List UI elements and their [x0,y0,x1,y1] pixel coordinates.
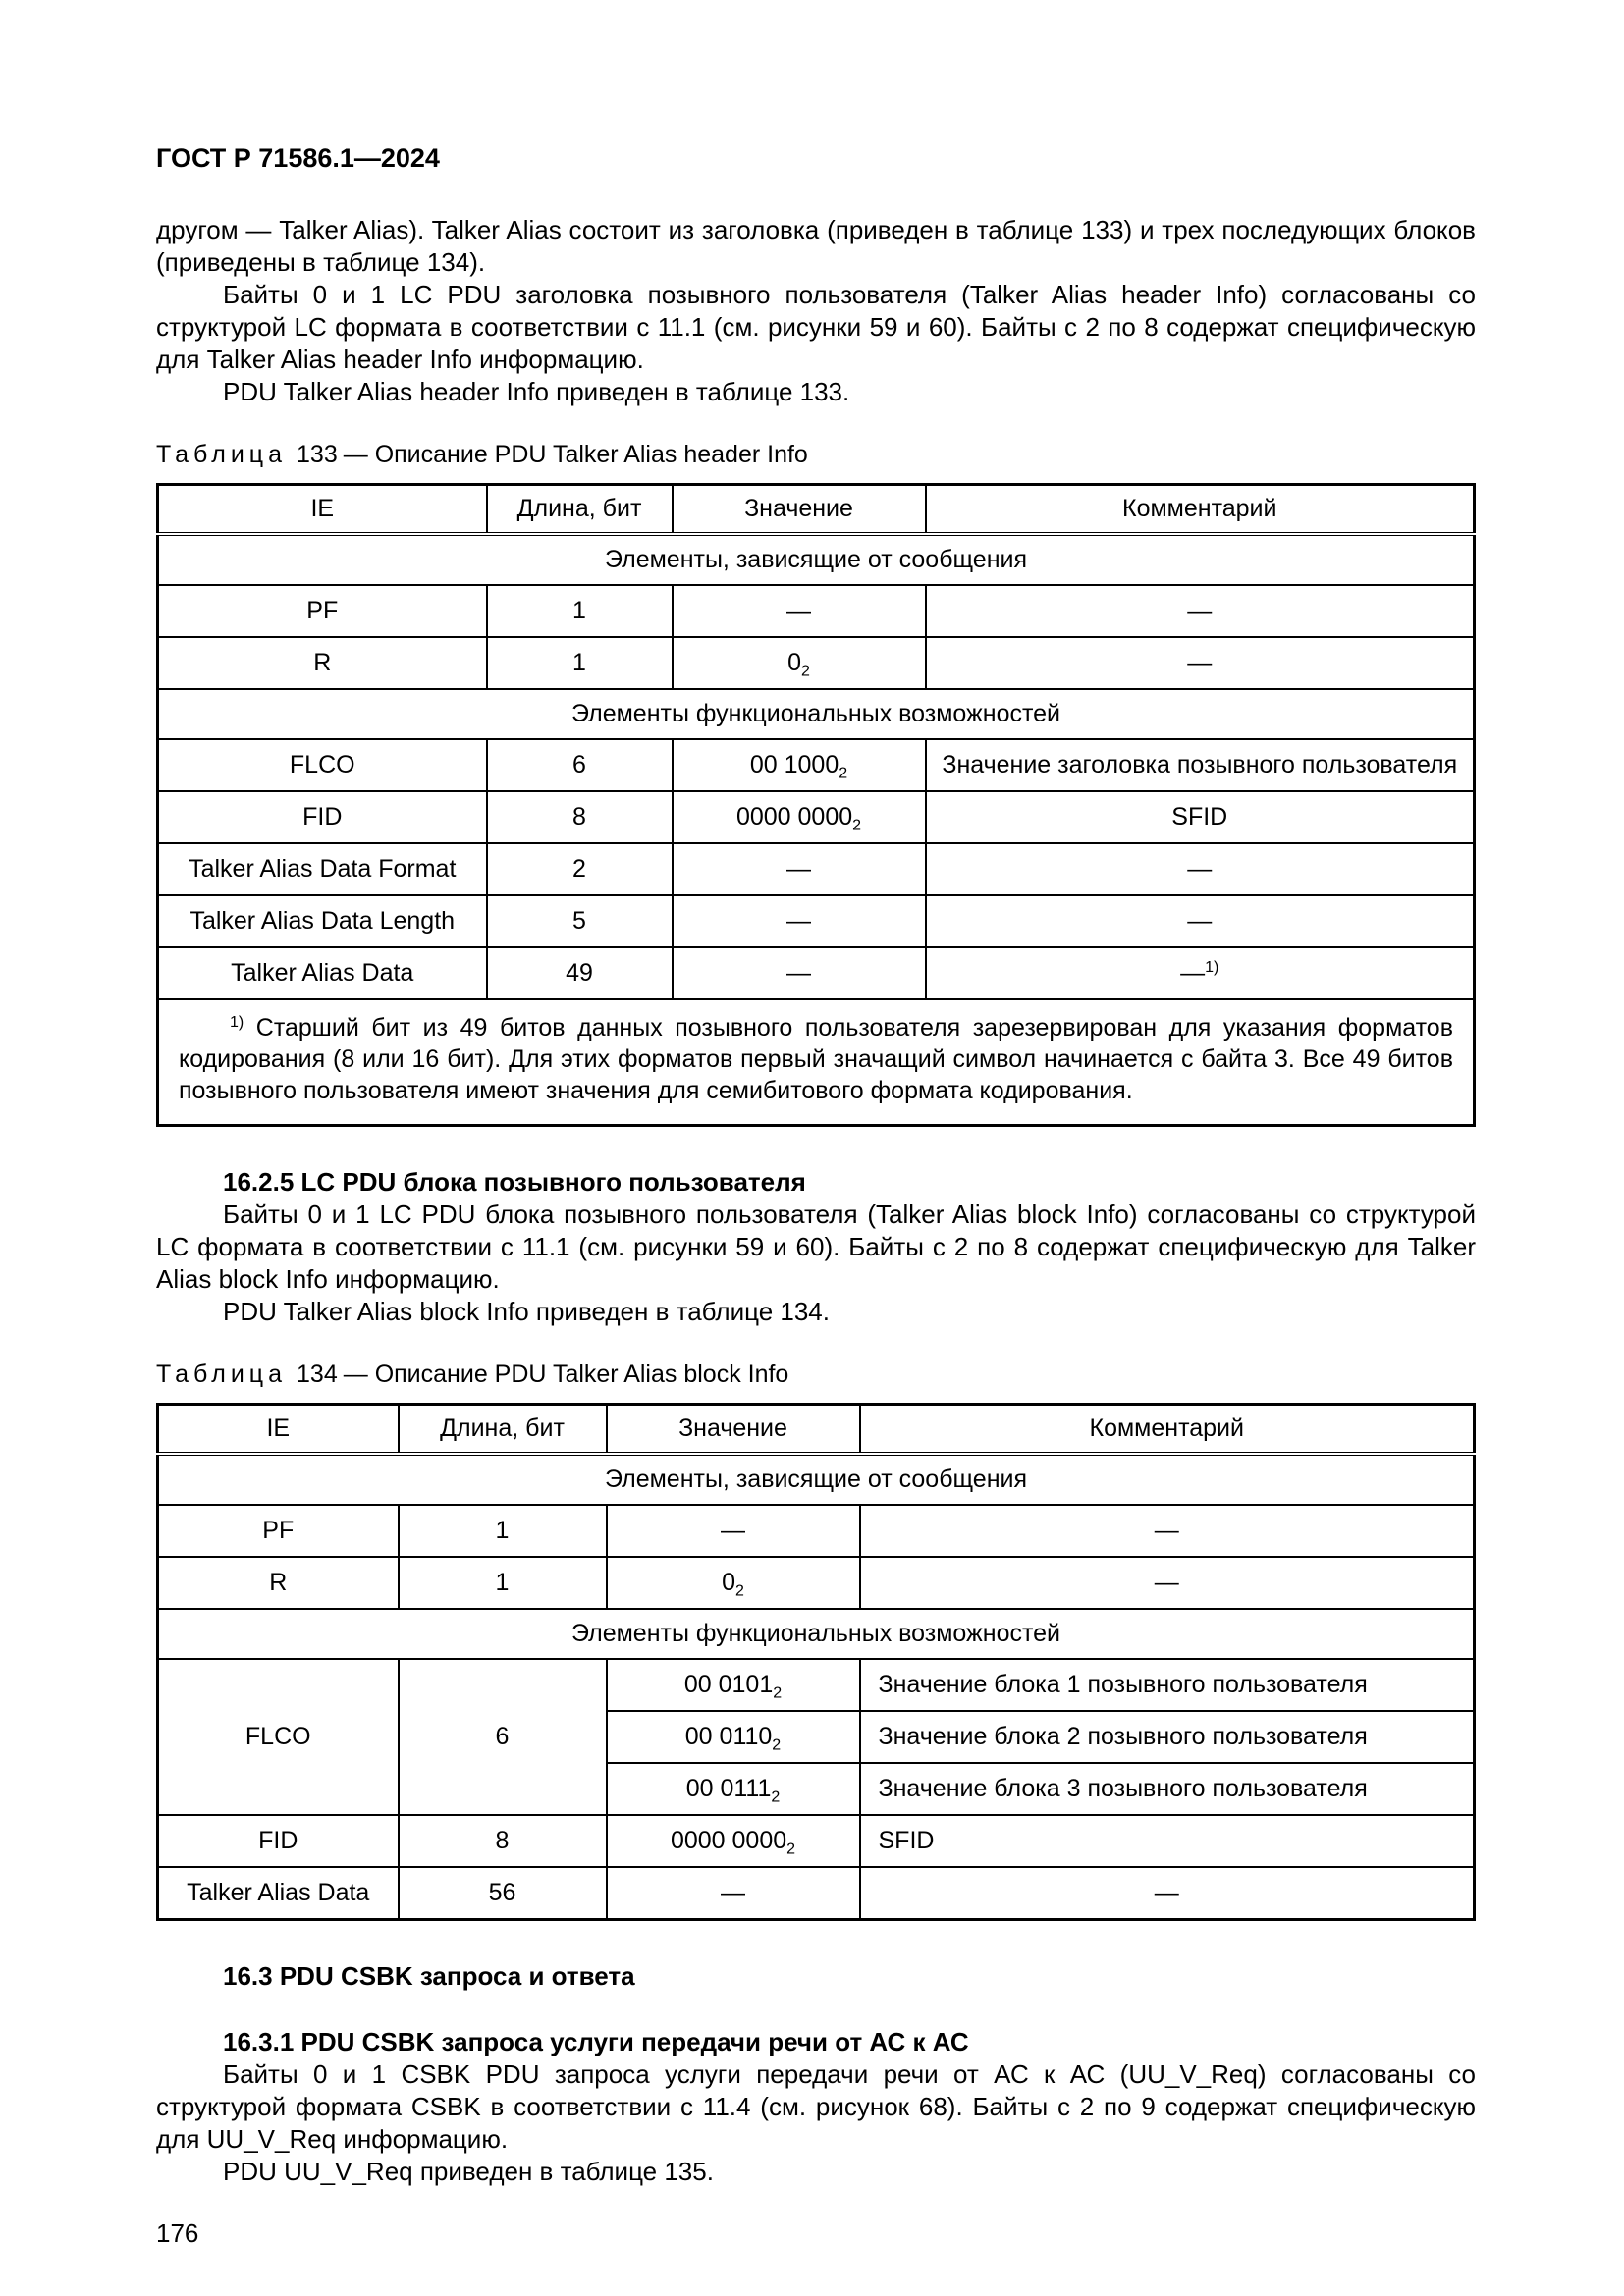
page-number: 176 [156,2218,199,2248]
cell-value [607,1557,860,1609]
cell-value [673,739,926,791]
cell-ie: PF [158,1505,399,1557]
cell-ie: PF [158,585,487,637]
cell-length: 2 [487,843,673,895]
table-header-row [158,485,1475,535]
cell-length: 56 [399,1867,607,1920]
cell-value [607,1711,860,1763]
header-cell-comment: Комментарий [926,485,1475,535]
value-subscript: 2 [773,1684,783,1702]
value-base: 0000 0000 [735,803,853,830]
cell-length: 8 [487,791,673,843]
cell-ie: FLCO [158,1659,399,1815]
table-row [158,585,1475,637]
cell-value: — [673,947,926,999]
footnote-row [158,999,1475,1126]
table-row [158,843,1475,895]
table-caption-title: — Описание PDU Talker Alias header Info [343,441,808,468]
cell-ie: Talker Alias Data Length [158,895,487,947]
table133-caption [156,440,1476,469]
intro-paragraph-1: другом — Talker Alias). Talker Alias состоит из заголовка (приведен в таблице 133) и трех последующих блоков (приведены в таблице 134). [156,215,1476,277]
cell-comment: — [926,585,1475,637]
cell-comment: — [860,1505,1475,1557]
cell-value [673,791,926,843]
cell-value: — [673,895,926,947]
table-row [158,1505,1475,1557]
cell-length: 49 [487,947,673,999]
header-cell-value: Значение [673,485,926,535]
footnote-text [179,1012,1453,1106]
section-row [158,1609,1475,1659]
footnote-body: Старший бит из 49 битов данных позывного пользователя зарезервирован для указания форматов кодирования (8 или 16 бит). Для этих форматов первый значащий символ начинается с байта 3. Все 49 битов позывного пользователя имеют значения для семибитового формата кодирования. [179,1014,1453,1104]
cell-value: — [607,1867,860,1920]
value-subscript: 2 [772,1736,782,1754]
value-base: 00 0110 [684,1723,773,1750]
header-cell-value: Значение [607,1405,860,1455]
cell-value [607,1763,860,1815]
table-caption-number: 133 [297,441,338,468]
cell-comment [926,947,1475,999]
doc-header: ГОСТ Р 71586.1—2024 [156,143,440,173]
value-subscript: 2 [735,1582,744,1600]
table-row [158,739,1475,791]
header-cell-length: Длина, бит [399,1405,607,1455]
cell-value: — [673,585,926,637]
cell-ie: Talker Alias Data Format [158,843,487,895]
value-base: 00 0111 [685,1775,772,1802]
table134-caption [156,1360,1476,1389]
footnote-marker: 1) [230,1014,244,1032]
cell-ie: R [158,637,487,689]
comment-dash: — [1180,959,1206,987]
table-row [158,895,1475,947]
cell-comment: Значение заголовка позывного пользователя [926,739,1475,791]
cell-ie: Talker Alias Data [158,947,487,999]
cell-length: 1 [399,1505,607,1557]
section-title: Элементы, зависящие от сообщения [158,1454,1475,1505]
cell-ie: R [158,1557,399,1609]
footnote-cell [158,999,1475,1126]
cell-ie: FID [158,1815,399,1867]
cell-value [607,1659,860,1711]
section-row [158,1454,1475,1505]
header-cell-ie: IE [158,1405,399,1455]
table-caption-number: 134 [297,1361,338,1388]
table-row [158,791,1475,843]
table-row [158,1659,1475,1711]
cell-comment: Значение блока 1 позывного пользователя [860,1659,1475,1711]
cell-comment: SFID [860,1815,1475,1867]
value-subscript: 2 [852,817,862,834]
table-row [158,637,1475,689]
sec1625-paragraph-1: Байты 0 и 1 LC PDU блока позывного пользователя (Talker Alias block Info) согласованы со структурой LC формата в соответствии с 11.1 (см. рисунки 59 и 60). Байты с 2 по 8 содержат специфическую для Talker Alias block Info информацию. [156,1200,1476,1294]
table-caption-title: — Описание PDU Talker Alias block Info [343,1361,789,1388]
cell-comment: SFID [926,791,1475,843]
value-base: 0000 0000 [670,1827,787,1854]
cell-ie: FID [158,791,487,843]
intro-paragraph-3: PDU Talker Alias header Info приведен в таблице 133. [223,377,850,406]
value-subscript: 2 [839,765,848,782]
section-title: Элементы функциональных возможностей [158,1609,1475,1659]
cell-comment: Значение блока 2 позывного пользователя [860,1711,1475,1763]
footnote-ref: 1) [1205,959,1219,977]
section-row [158,689,1475,739]
cell-length: 6 [399,1659,607,1815]
table-caption-label: Таблица [156,441,288,468]
value-base: 00 1000 [749,751,839,778]
section-title: Элементы, зависящие от сообщения [158,534,1475,585]
cell-comment: — [926,895,1475,947]
cell-value [673,637,926,689]
value-base: 0 [722,1569,735,1596]
header-cell-comment: Комментарий [860,1405,1475,1455]
value-base: 0 [787,649,801,676]
table-row [158,1867,1475,1920]
cell-length: 1 [399,1557,607,1609]
cell-length: 8 [399,1815,607,1867]
cell-ie: Talker Alias Data [158,1867,399,1920]
value-subscript: 2 [801,663,810,680]
table-133 [156,483,1476,1127]
table-header-row [158,1405,1475,1455]
cell-ie: FLCO [158,739,487,791]
cell-comment: — [860,1867,1475,1920]
cell-length: 1 [487,637,673,689]
cell-length: 6 [487,739,673,791]
cell-comment: — [860,1557,1475,1609]
section-heading-16-3-1: 16.3.1 PDU CSBK запроса услуги передачи речи от АС к АС [223,2027,969,2056]
table-caption-label: Таблица [156,1361,288,1388]
sec1631-paragraph-2: PDU UU_V_Req приведен в таблице 135. [223,2157,714,2186]
section-title: Элементы функциональных возможностей [158,689,1475,739]
cell-length: 1 [487,585,673,637]
header-cell-ie: IE [158,485,487,535]
cell-value: — [673,843,926,895]
table-row [158,1815,1475,1867]
value-subscript: 2 [786,1841,796,1858]
cell-value: — [607,1505,860,1557]
sec1631-paragraph-1: Байты 0 и 1 CSBK PDU запроса услуги передачи речи от АС к АС (UU_V_Req) согласованы со структурой формата CSBK в соответствии с 11.4 (см. рисунок 68). Байты с 2 по 9 содержат специфическую для UU_V_Req информацию. [156,2059,1476,2154]
cell-comment: — [926,637,1475,689]
section-heading-16-2-5: 16.2.5 LC PDU блока позывного пользователя [223,1167,806,1197]
section-heading-16-3: 16.3 PDU CSBK запроса и ответа [223,1961,635,1991]
table-row [158,947,1475,999]
table-row [158,1557,1475,1609]
value-subscript: 2 [771,1789,781,1806]
cell-comment: Значение блока 3 позывного пользователя [860,1763,1475,1815]
intro-paragraph-2: Байты 0 и 1 LC PDU заголовка позывного пользователя (Talker Alias header Info) согласованы со структурой LC формата в соответствии с 11.1 (см. рисунки 59 и 60). Байты с 2 по 8 содержат специфическую для Talker Alias header Info информацию. [156,280,1476,374]
cell-value [607,1815,860,1867]
cell-comment: — [926,843,1475,895]
section-row [158,534,1475,585]
header-cell-length: Длина, бит [487,485,673,535]
table-134 [156,1403,1476,1921]
cell-length: 5 [487,895,673,947]
sec1625-paragraph-2: PDU Talker Alias block Info приведен в таблице 134. [223,1297,830,1326]
value-base: 00 0101 [683,1671,774,1698]
